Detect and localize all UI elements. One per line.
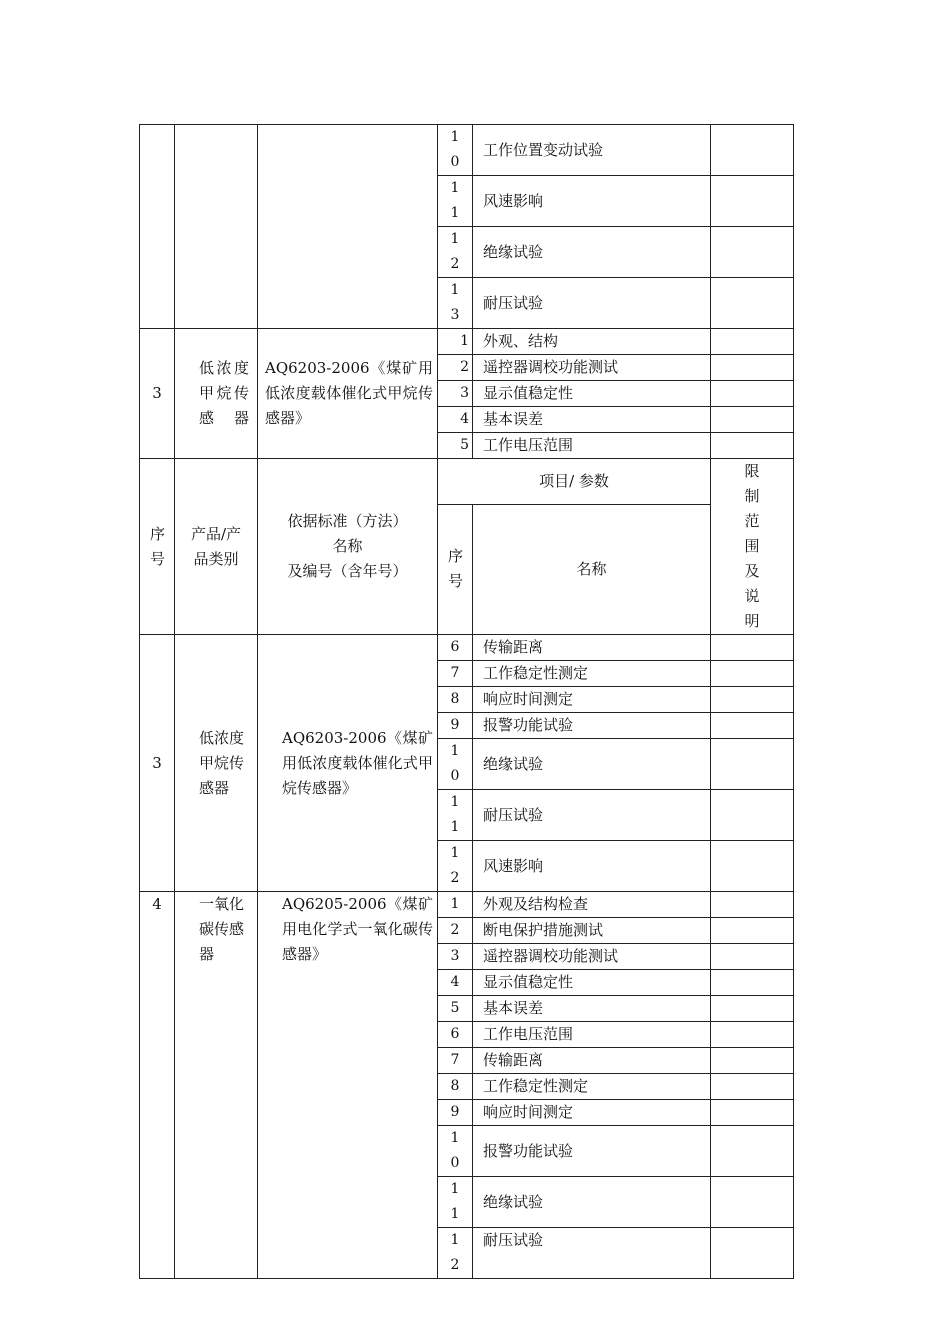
item-name-cell: 遥控器调校功能测试 xyxy=(473,355,711,381)
item-no-cell: 10 xyxy=(438,1126,473,1177)
item-no-cell: 9 xyxy=(438,713,473,739)
limit-cell xyxy=(711,970,794,996)
item-name-cell: 响应时间测定 xyxy=(473,687,711,713)
limit-cell xyxy=(711,790,794,841)
item-no-cell: 3 xyxy=(438,944,473,970)
seq-cell: 3 xyxy=(140,329,175,459)
product-cell xyxy=(175,125,258,329)
limit-cell xyxy=(711,996,794,1022)
seq-cell xyxy=(140,125,175,329)
header-standard: 依据标准（方法） 名称 及编号（含年号） xyxy=(258,459,438,635)
header-limit: 限制范围及说明 xyxy=(711,459,794,635)
item-name-cell: 传输距离 xyxy=(473,1048,711,1074)
item-no-cell: 8 xyxy=(438,1074,473,1100)
item-name-cell: 风速影响 xyxy=(473,841,711,892)
item-name-cell: 耐压试验 xyxy=(473,790,711,841)
limit-cell xyxy=(711,713,794,739)
item-no-cell: 9 xyxy=(438,1100,473,1126)
item-name-cell: 显示值稳定性 xyxy=(473,381,711,407)
limit-cell xyxy=(711,381,794,407)
limit-cell xyxy=(711,687,794,713)
seq-cell: 4 xyxy=(140,892,175,1279)
item-no-cell: 2 xyxy=(438,355,473,381)
item-no-cell: 7 xyxy=(438,661,473,687)
limit-cell xyxy=(711,1048,794,1074)
item-name-cell: 工作电压范围 xyxy=(473,1022,711,1048)
limit-cell xyxy=(711,227,794,278)
item-no-cell: 3 xyxy=(438,381,473,407)
limit-cell xyxy=(711,635,794,661)
header-seq: 序号 xyxy=(140,459,175,635)
item-name-cell: 耐压试验 xyxy=(473,278,711,329)
item-name-cell: 绝缘试验 xyxy=(473,739,711,790)
limit-cell xyxy=(711,918,794,944)
item-name-cell: 耐压试验 xyxy=(473,1228,711,1279)
item-no-cell: 8 xyxy=(438,687,473,713)
item-name-cell: 风速影响 xyxy=(473,176,711,227)
item-name-cell: 断电保护措施测试 xyxy=(473,918,711,944)
standard-cell: AQ6205-2006《煤矿用电化学式一氧化碳传感器》 xyxy=(258,892,438,1279)
item-name-cell: 绝缘试验 xyxy=(473,227,711,278)
item-name-cell: 基本误差 xyxy=(473,996,711,1022)
header-product: 产品/产品类别 xyxy=(175,459,258,635)
product-cell: 低浓度甲烷传感器 xyxy=(175,329,258,459)
limit-cell xyxy=(711,329,794,355)
standard-cell: AQ6203-2006《煤矿用低浓度载体催化式甲烷传感器》 xyxy=(258,329,438,459)
document-page xyxy=(139,124,793,1279)
limit-cell xyxy=(711,1100,794,1126)
table-row xyxy=(140,892,794,918)
standard-cell: AQ6203-2006《煤矿用低浓度载体催化式甲烷传感器》 xyxy=(258,635,438,892)
item-name-cell: 工作位置变动试验 xyxy=(473,125,711,176)
item-name-cell: 外观及结构检查 xyxy=(473,892,711,918)
limit-cell xyxy=(711,892,794,918)
item-no-cell: 7 xyxy=(438,1048,473,1074)
limit-cell xyxy=(711,433,794,459)
item-name-cell: 绝缘试验 xyxy=(473,1177,711,1228)
item-no-cell: 12 xyxy=(438,227,473,278)
limit-cell xyxy=(711,739,794,790)
item-no-cell: 4 xyxy=(438,407,473,433)
limit-cell xyxy=(711,176,794,227)
limit-cell xyxy=(711,841,794,892)
table-row xyxy=(140,329,794,355)
item-no-cell: 11 xyxy=(438,176,473,227)
item-no-cell: 2 xyxy=(438,918,473,944)
item-name-cell: 基本误差 xyxy=(473,407,711,433)
standards-table xyxy=(139,124,794,1279)
item-no-cell: 10 xyxy=(438,739,473,790)
item-name-cell: 响应时间测定 xyxy=(473,1100,711,1126)
limit-cell xyxy=(711,1126,794,1177)
limit-cell xyxy=(711,944,794,970)
item-no-cell: 1 xyxy=(438,329,473,355)
limit-cell xyxy=(711,661,794,687)
item-name-cell: 遥控器调校功能测试 xyxy=(473,944,711,970)
limit-cell xyxy=(711,407,794,433)
limit-cell xyxy=(711,125,794,176)
table-row xyxy=(140,125,794,176)
item-name-cell: 报警功能试验 xyxy=(473,713,711,739)
item-name-cell: 工作稳定性测定 xyxy=(473,661,711,687)
header-item-no: 序号 xyxy=(438,504,473,634)
item-name-cell: 外观、结构 xyxy=(473,329,711,355)
limit-cell xyxy=(711,355,794,381)
item-no-cell: 12 xyxy=(438,841,473,892)
item-no-cell: 13 xyxy=(438,278,473,329)
item-name-cell: 工作电压范围 xyxy=(473,433,711,459)
header-item-name: 名称 xyxy=(473,504,711,634)
limit-cell xyxy=(711,1228,794,1279)
item-no-cell: 6 xyxy=(438,635,473,661)
item-no-cell: 1 xyxy=(438,892,473,918)
item-no-cell: 5 xyxy=(438,996,473,1022)
table-row xyxy=(140,635,794,661)
limit-cell xyxy=(711,1177,794,1228)
limit-cell xyxy=(711,278,794,329)
limit-cell xyxy=(711,1074,794,1100)
item-name-cell: 传输距离 xyxy=(473,635,711,661)
limit-cell xyxy=(711,1022,794,1048)
item-no-cell: 5 xyxy=(438,433,473,459)
header-project: 项目/ 参数 xyxy=(438,459,711,505)
item-no-cell: 11 xyxy=(438,790,473,841)
product-cell: 一氧化碳传感器 xyxy=(175,892,258,1279)
item-name-cell: 显示值稳定性 xyxy=(473,970,711,996)
product-cell: 低浓度甲烷传感器 xyxy=(175,635,258,892)
item-no-cell: 12 xyxy=(438,1228,473,1279)
seq-cell: 3 xyxy=(140,635,175,892)
item-no-cell: 11 xyxy=(438,1177,473,1228)
item-no-cell: 10 xyxy=(438,125,473,176)
item-name-cell: 报警功能试验 xyxy=(473,1126,711,1177)
header-row xyxy=(140,459,794,505)
item-name-cell: 工作稳定性测定 xyxy=(473,1074,711,1100)
item-no-cell: 4 xyxy=(438,970,473,996)
item-no-cell: 6 xyxy=(438,1022,473,1048)
standard-cell xyxy=(258,125,438,329)
